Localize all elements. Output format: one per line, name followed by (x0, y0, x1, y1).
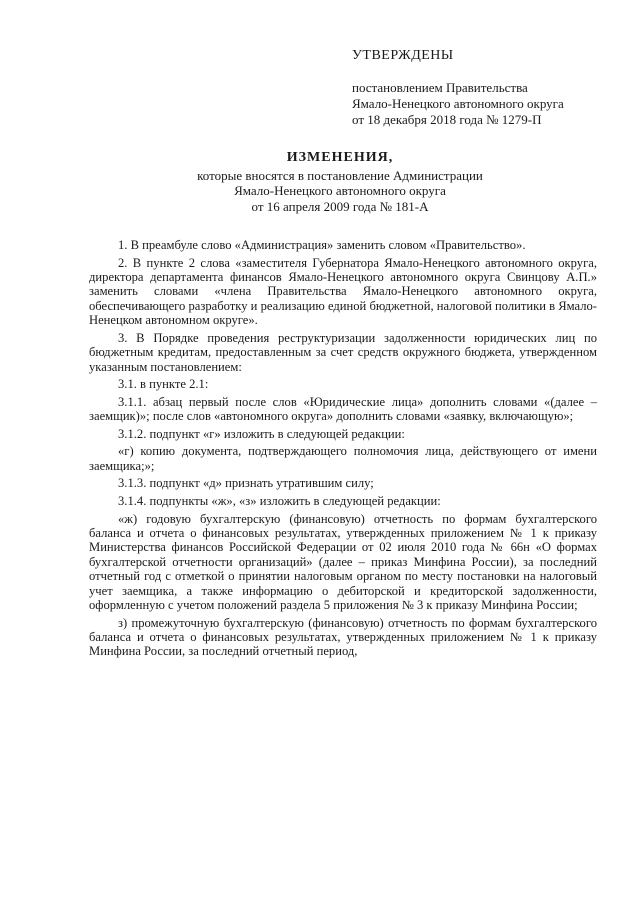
approval-heading: УТВЕРЖДЕНЫ (352, 48, 454, 63)
paragraph: 3.1.1. абзац первый после слов «Юридические лица» дополнить словами «(далее – заемщик)»; после слов «автономного округа» дополнить словами «заявку, включающую»; (89, 394, 597, 424)
approval-stamp (352, 48, 632, 128)
document-title-block (90, 150, 590, 214)
title-subline: от 16 апреля 2009 года № 181-А (251, 198, 429, 214)
approval-line: Ямало-Ненецкого автономного округа (352, 96, 564, 111)
approval-line: постановлением Правительства (352, 80, 528, 95)
paragraph: 3.1.2. подпункт «г» изложить в следующей редакции: (118, 426, 405, 441)
paragraph: 3.1.4. подпункты «ж», «з» изложить в следующей редакции: (118, 494, 441, 508)
paragraph: 3.1. в пункте 2.1: (118, 377, 209, 392)
paragraph: 1. В преамбуле слово «Администрация» заменить словом «Правительство». (118, 238, 526, 252)
paragraph: 3. В Порядке проведения реструктуризации задолженности юридических лиц по бюджетным кредитам, предоставленным за счет средств окружного бюджета, утвержденном указанным постановлением: (89, 330, 597, 374)
paragraph: з) промежуточную бухгалтерскую (финансовую) отчетность по формам бухгалтерского баланса и отчета о финансовых результатах, утвержденных приложением № 1 к приказу Минфина России, за последний отчетный период, (89, 615, 597, 659)
paragraph: «г) копию документа, подтверждающего полномочия лица, действующего от имени заемщика;»; (89, 444, 597, 473)
approval-line: от 18 декабря 2018 года № 1279-П (352, 112, 542, 127)
document-title: ИЗМЕНЕНИЯ, (286, 150, 394, 165)
paragraph: 3.1.3. подпункт «д» признать утратившим силу; (118, 476, 374, 491)
title-subline: Ямало-Ненецкого автономного округа (234, 183, 446, 198)
title-subline: которые вносятся в постановление Администрации (197, 167, 483, 183)
document-body (89, 238, 597, 662)
paragraph: «ж) годовую бухгалтерскую (финансовую) отчетность по формам бухгалтерского баланса и отчета о финансовых результатах, утвержденных приложением № 1 к приказу Министерства финансов Российской Федерации от 02 июля 2010 года № 66н «О формах бухгалтерской отчетности организаций» (далее – приказ Минфина России), за последний отчетный год с отметкой о принятии налоговым органом по месту постановки на налоговый учет заемщика, а также информацию о дебиторской и кредиторской задолженности, оформленную с учетом положений раздела 5 приложения № 3 к приказу Минфина России; (89, 511, 597, 613)
paragraph: 2. В пункте 2 слова «заместителя Губернатора Ямало-Ненецкого автономного округа, директора департамента финансов Ямало-Ненецкого автономного округа Свинцову А.П.» заменить словами «члена Правительства Ямало-Ненецкого автономного округа, обеспечивающего разработку и реализацию единой бюджетной, налоговой политики в Ямало-Ненецком автономном округе». (89, 255, 597, 328)
